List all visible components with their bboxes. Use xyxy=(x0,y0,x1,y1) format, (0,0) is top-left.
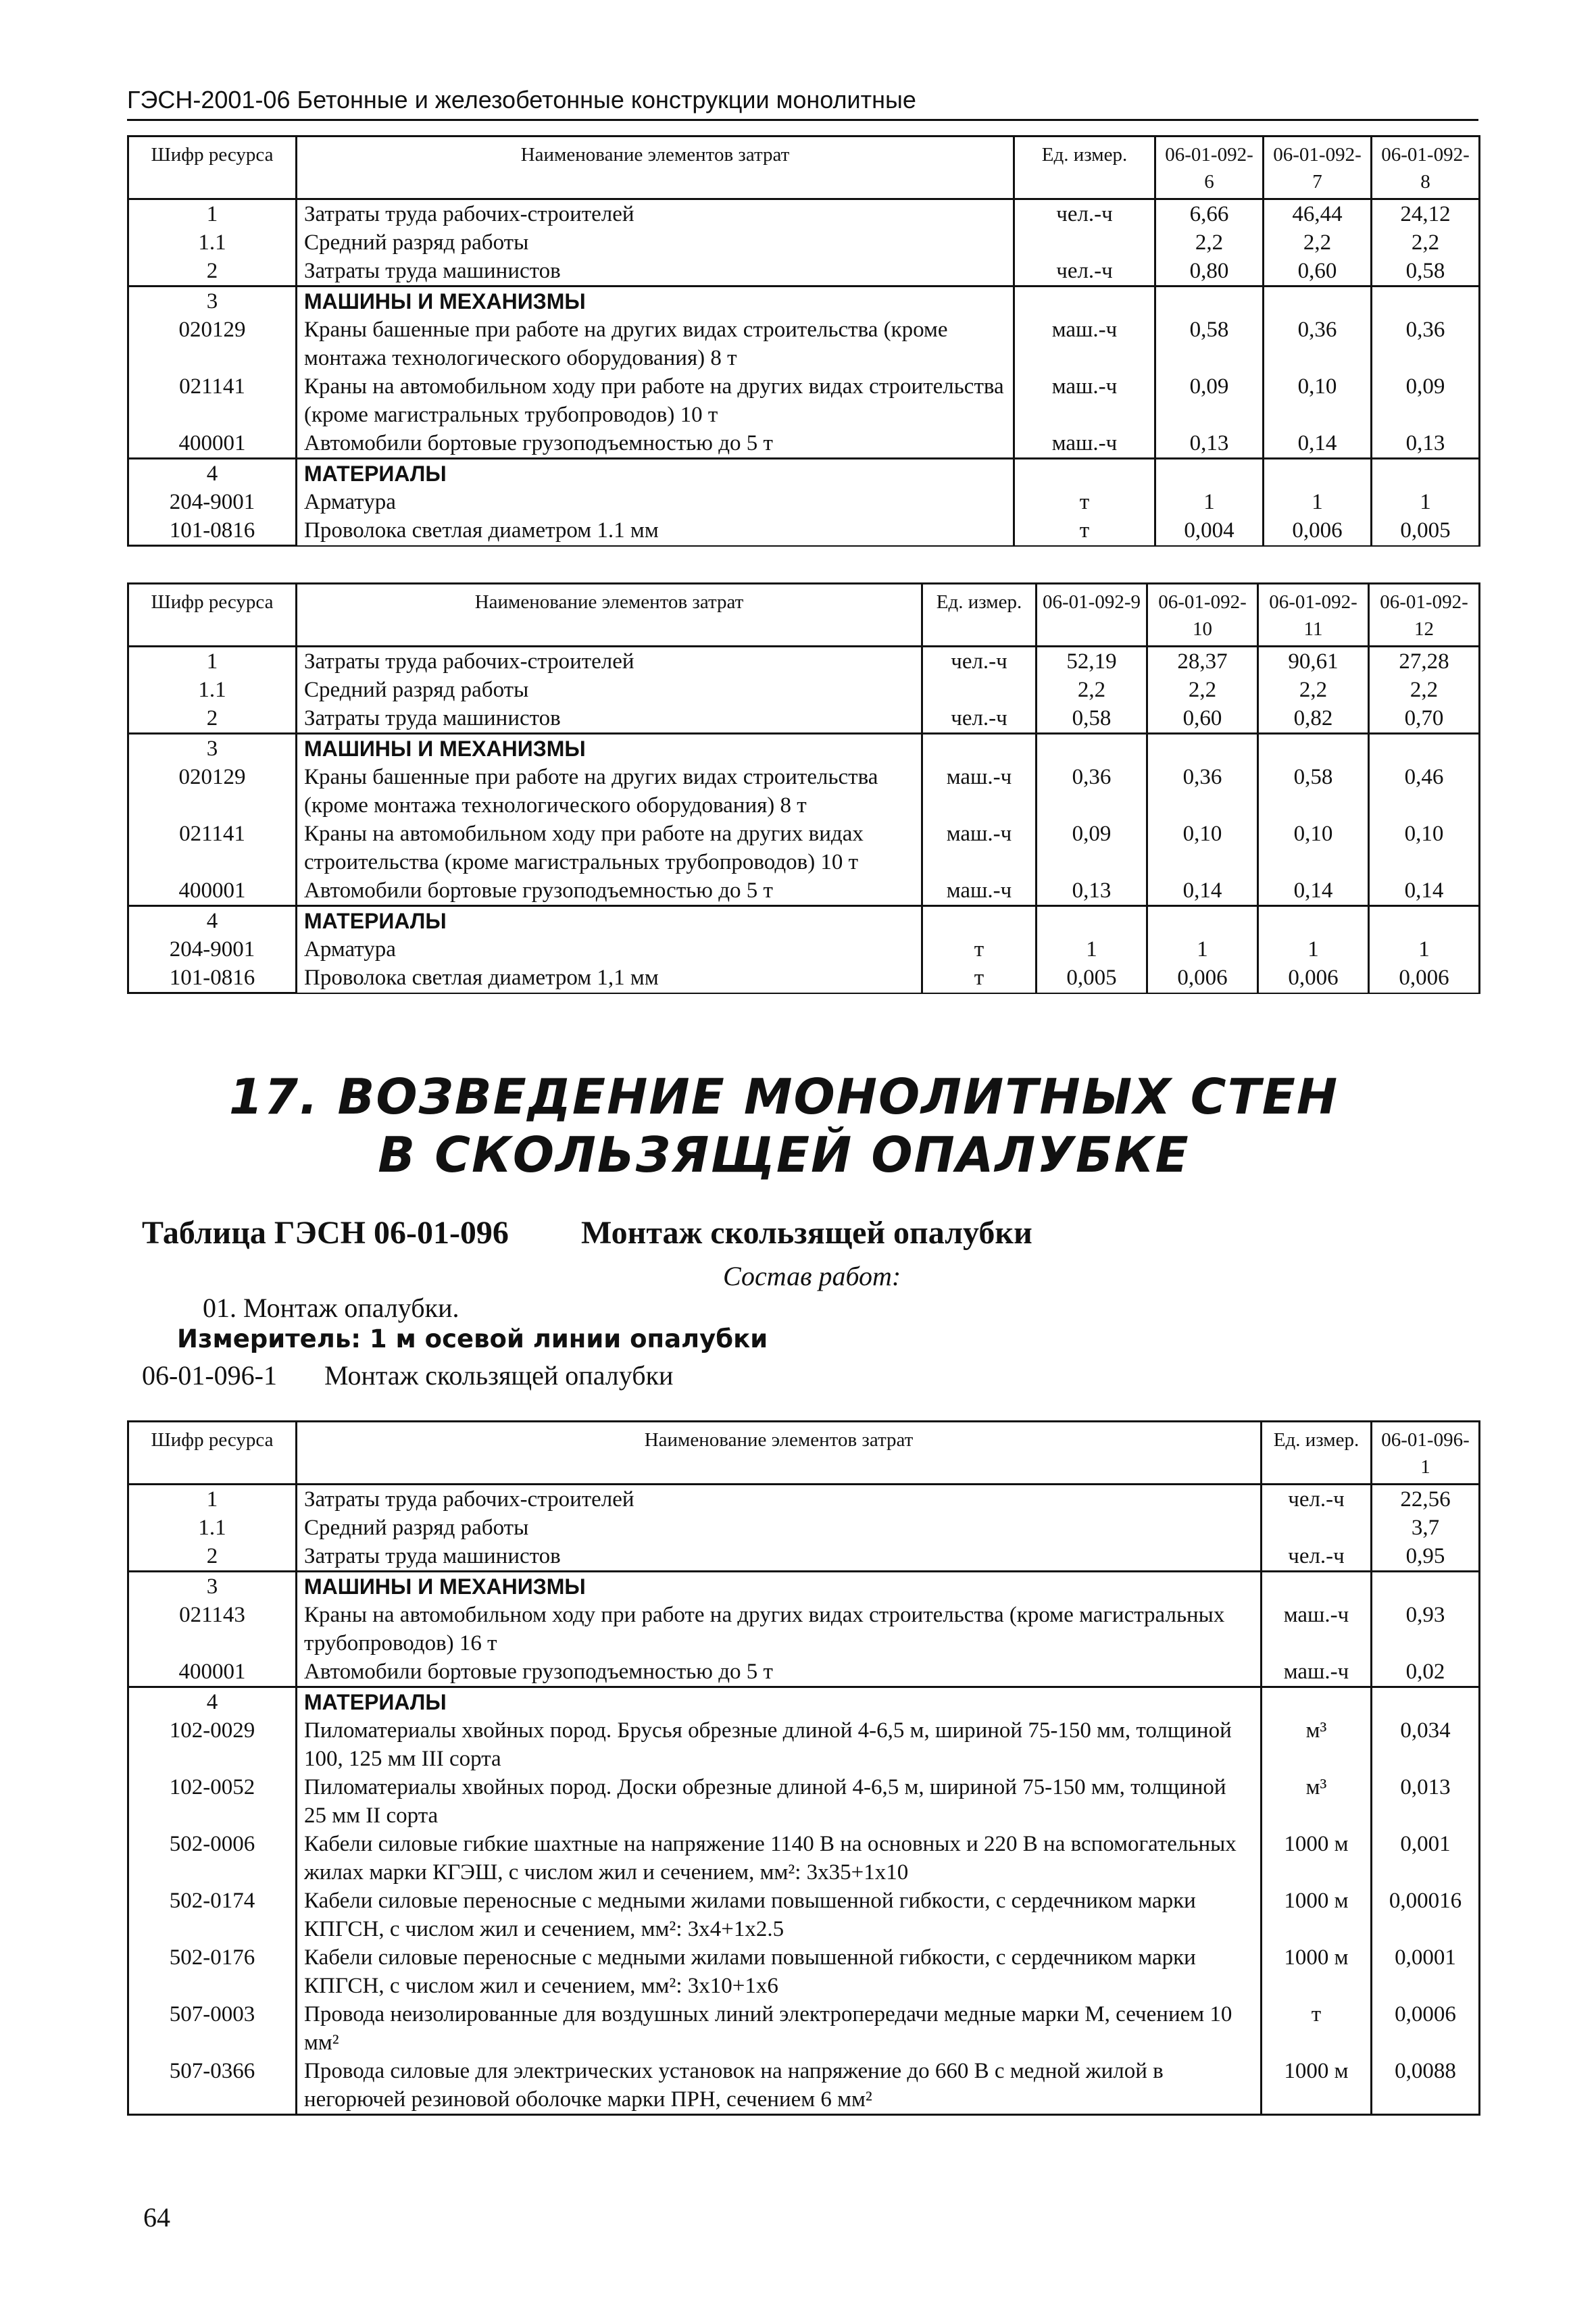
resource-unit xyxy=(1262,1572,1372,1601)
resource-value: 2,2 xyxy=(1264,228,1372,257)
resource-value: 0,58 xyxy=(1037,704,1147,734)
resource-value xyxy=(1372,287,1480,316)
resource-code: 021143 xyxy=(128,1601,297,1658)
resource-name: Пиломатериалы хвойных пород. Брусья обрезные длиной 4-6,5 м, шириной 75-150 мм, толщиной 100, 125 мм III сорта xyxy=(297,1716,1262,1773)
table-row xyxy=(128,316,1480,372)
resource-value xyxy=(1372,1572,1480,1601)
resource-table-092-6-8 xyxy=(127,135,1480,547)
resource-unit xyxy=(1014,228,1155,257)
table-row xyxy=(128,2000,1480,2057)
table-row xyxy=(128,1716,1480,1773)
resource-table-096-1 xyxy=(127,1420,1480,2116)
works-heading: Состав работ: xyxy=(723,1261,901,1291)
resource-value: 0,13 xyxy=(1372,429,1480,459)
resource-value xyxy=(1258,906,1369,936)
col-header-code: Шифр ресурса xyxy=(128,1422,297,1485)
resource-name: Средний разряд работы xyxy=(297,228,1014,257)
resource-code: 502-0006 xyxy=(128,1830,297,1887)
resource-value: 1 xyxy=(1037,935,1147,964)
table-row xyxy=(128,228,1480,257)
table-row xyxy=(128,1658,1480,1687)
resource-name: Автомобили бортовые грузоподъемностью до 5 т xyxy=(297,876,922,906)
table-row xyxy=(128,2057,1480,2115)
resource-value: 1 xyxy=(1155,488,1264,516)
resource-name: МАТЕРИАЛЫ xyxy=(297,459,1014,489)
col-header-norm: 06-01-092-11 xyxy=(1258,584,1369,647)
resource-code: 507-0003 xyxy=(128,2000,297,2057)
table-row xyxy=(128,820,1480,876)
col-header-name: Наименование элементов затрат xyxy=(297,136,1014,199)
resource-value xyxy=(1372,459,1480,489)
resource-value: 0,02 xyxy=(1372,1658,1480,1687)
resource-value: 2,2 xyxy=(1369,676,1480,704)
resource-unit xyxy=(1262,1514,1372,1542)
resource-name: Проволока светлая диаметром 1,1 мм xyxy=(297,964,922,993)
table-row xyxy=(128,1514,1480,1542)
resource-unit: 1000 м xyxy=(1262,1830,1372,1887)
resource-unit: маш.-ч xyxy=(1262,1601,1372,1658)
resource-code: 102-0029 xyxy=(128,1716,297,1773)
table-row xyxy=(128,1687,1480,1717)
resource-code: 4 xyxy=(128,906,297,936)
resource-value: 0,006 xyxy=(1264,516,1372,546)
resource-name: МАШИНЫ И МЕХАНИЗМЫ xyxy=(297,287,1014,316)
resource-unit: м³ xyxy=(1262,1773,1372,1830)
resource-value: 1 xyxy=(1369,935,1480,964)
resource-value: 1 xyxy=(1372,488,1480,516)
table-row xyxy=(128,935,1480,964)
resource-value: 28,37 xyxy=(1147,647,1258,676)
table-row xyxy=(128,734,1480,764)
table-caption xyxy=(142,1213,1426,1253)
resource-code: 1 xyxy=(128,1485,297,1514)
resource-unit xyxy=(1262,1687,1372,1717)
resource-value: 0,14 xyxy=(1264,429,1372,459)
resource-value: 0,70 xyxy=(1369,704,1480,734)
table-row xyxy=(128,763,1480,820)
resource-code: 204-9001 xyxy=(128,935,297,964)
table-row xyxy=(128,287,1480,316)
resource-unit: маш.-ч xyxy=(922,820,1037,876)
resource-value xyxy=(1264,287,1372,316)
resource-name: Кабели силовые гибкие шахтные на напряжение 1140 В на основных и 220 В на вспомогательных жилах марки КГЭШ, с числом жил и сечением, мм²: 3х35+1х10 xyxy=(297,1830,1262,1887)
resource-code: 2 xyxy=(128,257,297,287)
resource-value: 0,00016 xyxy=(1372,1887,1480,1943)
table-caption-id: Таблица ГЭСН 06-01-096 xyxy=(142,1215,509,1251)
col-header-norm: 06-01-092-10 xyxy=(1147,584,1258,647)
resource-value xyxy=(1147,906,1258,936)
resource-unit: маш.-ч xyxy=(922,876,1037,906)
resource-value: 0,95 xyxy=(1372,1542,1480,1572)
resource-value: 0,46 xyxy=(1369,763,1480,820)
resource-value: 1 xyxy=(1258,935,1369,964)
norm-name: Монтаж скользящей опалубки xyxy=(324,1360,674,1391)
resource-unit: т xyxy=(922,964,1037,993)
resource-name: Краны на автомобильном ходу при работе на других видах строительства (кроме магистральных трубопроводов) 10 т xyxy=(297,820,922,876)
table-row xyxy=(128,1542,1480,1572)
resource-value xyxy=(1264,459,1372,489)
resource-name: Пиломатериалы хвойных пород. Доски обрезные длиной 4-6,5 м, шириной 75-150 мм, толщиной 25 мм II сорта xyxy=(297,1773,1262,1830)
resource-name: Затраты труда машинистов xyxy=(297,1542,1262,1572)
resource-code: 2 xyxy=(128,704,297,734)
resource-value xyxy=(1037,906,1147,936)
resource-value xyxy=(1155,459,1264,489)
resource-value: 0,93 xyxy=(1372,1601,1480,1658)
col-header-unit: Ед. измер. xyxy=(1262,1422,1372,1485)
meter-line: Измеритель: 1 м осевой линии опалубки xyxy=(177,1324,768,1353)
resource-name: Затраты труда машинистов xyxy=(297,704,922,734)
resource-code: 1.1 xyxy=(128,1514,297,1542)
resource-name: Затраты труда машинистов xyxy=(297,257,1014,287)
resource-value: 0,10 xyxy=(1369,820,1480,876)
resource-code: 502-0174 xyxy=(128,1887,297,1943)
resource-name: Краны на автомобильном ходу при работе на других видах строительства (кроме магистральных трубопроводов) 10 т xyxy=(297,372,1014,429)
col-header-code: Шифр ресурса xyxy=(128,136,297,199)
resource-code: 400001 xyxy=(128,876,297,906)
resource-unit: м³ xyxy=(1262,1716,1372,1773)
col-header-unit: Ед. измер. xyxy=(922,584,1037,647)
resource-code: 102-0052 xyxy=(128,1773,297,1830)
resource-value: 1 xyxy=(1147,935,1258,964)
table-row xyxy=(128,516,1480,546)
table-row xyxy=(128,906,1480,936)
resource-value: 0,13 xyxy=(1155,429,1264,459)
resource-value: 2,2 xyxy=(1037,676,1147,704)
page-number: 64 xyxy=(143,2202,170,2233)
col-header-name: Наименование элементов затрат xyxy=(297,1422,1262,1485)
table-caption-name: Монтаж скользящей опалубки xyxy=(581,1215,1032,1251)
resource-code: 021141 xyxy=(128,372,297,429)
table-row xyxy=(128,199,1480,229)
resource-unit: чел.-ч xyxy=(1262,1485,1372,1514)
resource-value: 0,10 xyxy=(1147,820,1258,876)
section-title-line1: 17. ВОЗВЕДЕНИЕ МОНОЛИТНЫХ СТЕН xyxy=(228,1068,1339,1125)
resource-value: 6,66 xyxy=(1155,199,1264,229)
resource-unit: т xyxy=(1014,488,1155,516)
resource-value: 90,61 xyxy=(1258,647,1369,676)
resource-value: 2,2 xyxy=(1147,676,1258,704)
resource-value: 22,56 xyxy=(1372,1485,1480,1514)
resource-value xyxy=(1155,287,1264,316)
table-row xyxy=(128,257,1480,287)
resource-value: 0,09 xyxy=(1372,372,1480,429)
table-row xyxy=(128,1773,1480,1830)
resource-code: 101-0816 xyxy=(128,964,297,993)
resource-name: Затраты труда рабочих-строителей xyxy=(297,199,1014,229)
resource-value: 3,7 xyxy=(1372,1514,1480,1542)
resource-unit: маш.-ч xyxy=(922,763,1037,820)
resource-unit xyxy=(922,734,1037,764)
resource-value: 0,09 xyxy=(1037,820,1147,876)
resource-name: Провода силовые для электрических установок на напряжение до 660 В с медной жилой в негорючей резиновой оболочке марки ПРН, сечением 6 мм² xyxy=(297,2057,1262,2115)
table-row xyxy=(128,459,1480,489)
resource-unit xyxy=(1014,287,1155,316)
works-item: 01. Монтаж опалубки. xyxy=(203,1293,459,1323)
resource-value: 0,0088 xyxy=(1372,2057,1480,2115)
resource-value: 46,44 xyxy=(1264,199,1372,229)
resource-code: 1 xyxy=(128,199,297,229)
resource-value: 0,36 xyxy=(1147,763,1258,820)
table-row xyxy=(128,964,1480,993)
resource-code: 3 xyxy=(128,734,297,764)
resource-name: Краны на автомобильном ходу при работе на других видах строительства (кроме магистральных трубопроводов) 16 т xyxy=(297,1601,1262,1658)
resource-unit xyxy=(922,676,1037,704)
resource-code: 020129 xyxy=(128,316,297,372)
resource-unit xyxy=(922,906,1037,936)
resource-value: 0,58 xyxy=(1155,316,1264,372)
resource-code: 4 xyxy=(128,459,297,489)
resource-code: 400001 xyxy=(128,1658,297,1687)
resource-code: 4 xyxy=(128,1687,297,1717)
resource-value: 1 xyxy=(1264,488,1372,516)
resource-unit: т xyxy=(1014,516,1155,546)
resource-unit: чел.-ч xyxy=(922,647,1037,676)
norm-code: 06-01-096-1 xyxy=(142,1360,277,1391)
resource-value: 0,10 xyxy=(1264,372,1372,429)
resource-value: 0,005 xyxy=(1037,964,1147,993)
resource-value: 0,10 xyxy=(1258,820,1369,876)
resource-value xyxy=(1258,734,1369,764)
resource-value: 0,14 xyxy=(1147,876,1258,906)
resource-unit: чел.-ч xyxy=(1014,257,1155,287)
resource-name: Арматура xyxy=(297,488,1014,516)
resource-value: 0,14 xyxy=(1369,876,1480,906)
resource-code: 1.1 xyxy=(128,228,297,257)
resource-unit: 1000 м xyxy=(1262,1943,1372,2000)
resource-value: 2,2 xyxy=(1155,228,1264,257)
resource-value: 52,19 xyxy=(1037,647,1147,676)
resource-value: 0,0001 xyxy=(1372,1943,1480,2000)
resource-unit: т xyxy=(922,935,1037,964)
resource-name: МАШИНЫ И МЕХАНИЗМЫ xyxy=(297,1572,1262,1601)
resource-name: Кабели силовые переносные с медными жилами повышенной гибкости, с сердечником марки КПГСН, с числом жил и сечением, мм²: 3х4+1х2.5 xyxy=(297,1887,1262,1943)
resource-value: 0,58 xyxy=(1258,763,1369,820)
resource-unit: маш.-ч xyxy=(1014,316,1155,372)
resource-value xyxy=(1037,734,1147,764)
col-header-norm: 06-01-092-8 xyxy=(1372,136,1480,199)
section-title-line2: В СКОЛЬЗЯЩЕЙ ОПАЛУБКЕ xyxy=(378,1126,1190,1183)
resource-code: 400001 xyxy=(128,429,297,459)
resource-value: 0,36 xyxy=(1372,316,1480,372)
col-header-name: Наименование элементов затрат xyxy=(297,584,922,647)
table-row xyxy=(128,1943,1480,2000)
resource-code: 3 xyxy=(128,287,297,316)
col-header-norm: 06-01-092-12 xyxy=(1369,584,1480,647)
table-row xyxy=(128,704,1480,734)
resource-value: 24,12 xyxy=(1372,199,1480,229)
resource-name: МАТЕРИАЛЫ xyxy=(297,1687,1262,1717)
table-row xyxy=(128,647,1480,676)
resource-value: 0,004 xyxy=(1155,516,1264,546)
table-row xyxy=(128,1601,1480,1658)
resource-value: 0,0006 xyxy=(1372,2000,1480,2057)
resource-name: Средний разряд работы xyxy=(297,1514,1262,1542)
resource-code: 1 xyxy=(128,647,297,676)
resource-unit: 1000 м xyxy=(1262,2057,1372,2115)
resource-value: 0,80 xyxy=(1155,257,1264,287)
table-row xyxy=(128,876,1480,906)
resource-name: Арматура xyxy=(297,935,922,964)
resource-value: 0,13 xyxy=(1037,876,1147,906)
resource-code: 021141 xyxy=(128,820,297,876)
resource-code: 204-9001 xyxy=(128,488,297,516)
resource-name: Провода неизолированные для воздушных линий электропередачи медные марки М, сечением 10 мм² xyxy=(297,2000,1262,2057)
resource-name: Проволока светлая диаметром 1.1 мм xyxy=(297,516,1014,546)
resource-name: Краны башенные при работе на других видах строительства (кроме монтажа технологического оборудования) 8 т xyxy=(297,763,922,820)
resource-value: 0,60 xyxy=(1147,704,1258,734)
resource-unit: 1000 м xyxy=(1262,1887,1372,1943)
resource-table-092-9-12 xyxy=(127,582,1480,994)
table-row xyxy=(128,1572,1480,1601)
resource-value: 0,82 xyxy=(1258,704,1369,734)
resource-value: 0,001 xyxy=(1372,1830,1480,1887)
col-header-norm: 06-01-092-7 xyxy=(1264,136,1372,199)
resource-name: МАТЕРИАЛЫ xyxy=(297,906,922,936)
resource-value: 0,36 xyxy=(1037,763,1147,820)
resource-name: Затраты труда рабочих-строителей xyxy=(297,1485,1262,1514)
table-row xyxy=(128,488,1480,516)
resource-code: 1.1 xyxy=(128,676,297,704)
resource-value xyxy=(1369,906,1480,936)
resource-unit: чел.-ч xyxy=(1014,199,1155,229)
resource-unit: т xyxy=(1262,2000,1372,2057)
resource-name: МАШИНЫ И МЕХАНИЗМЫ xyxy=(297,734,922,764)
resource-code: 020129 xyxy=(128,763,297,820)
resource-name: Затраты труда рабочих-строителей xyxy=(297,647,922,676)
resource-value: 0,005 xyxy=(1372,516,1480,546)
resource-name: Автомобили бортовые грузоподъемностью до 5 т xyxy=(297,1658,1262,1687)
resource-value: 0,013 xyxy=(1372,1773,1480,1830)
norm-line xyxy=(142,1360,673,1391)
resource-value: 0,006 xyxy=(1147,964,1258,993)
col-header-norm: 06-01-092-9 xyxy=(1037,584,1147,647)
resource-value: 0,034 xyxy=(1372,1716,1480,1773)
table-row xyxy=(128,1887,1480,1943)
table-row xyxy=(128,1485,1480,1514)
resource-unit xyxy=(1014,459,1155,489)
resource-code: 2 xyxy=(128,1542,297,1572)
resource-code: 502-0176 xyxy=(128,1943,297,2000)
resource-name: Автомобили бортовые грузоподъемностью до 5 т xyxy=(297,429,1014,459)
resource-value xyxy=(1372,1687,1480,1717)
col-header-norm: 06-01-092-6 xyxy=(1155,136,1264,199)
resource-value: 0,60 xyxy=(1264,257,1372,287)
resource-value xyxy=(1147,734,1258,764)
resource-name: Кабели силовые переносные с медными жилами повышенной гибкости, с сердечником марки КПГСН, с числом жил и сечением, мм²: 3х10+1х6 xyxy=(297,1943,1262,2000)
resource-code: 3 xyxy=(128,1572,297,1601)
resource-value: 0,58 xyxy=(1372,257,1480,287)
resource-value: 0,006 xyxy=(1258,964,1369,993)
table-row xyxy=(128,429,1480,459)
resource-code: 101-0816 xyxy=(128,516,297,546)
resource-name: Средний разряд работы xyxy=(297,676,922,704)
table-row xyxy=(128,372,1480,429)
resource-value: 2,2 xyxy=(1372,228,1480,257)
resource-unit: маш.-ч xyxy=(1262,1658,1372,1687)
col-header-unit: Ед. измер. xyxy=(1014,136,1155,199)
resource-value: 0,006 xyxy=(1369,964,1480,993)
section-title xyxy=(203,1068,1365,1184)
resource-unit: чел.-ч xyxy=(922,704,1037,734)
resource-unit: чел.-ч xyxy=(1262,1542,1372,1572)
running-header: ГЭСН-2001-06 Бетонные и железобетонные конструкции монолитные xyxy=(127,85,1478,121)
resource-value: 0,14 xyxy=(1258,876,1369,906)
col-header-norm: 06-01-096-1 xyxy=(1372,1422,1480,1485)
table-row xyxy=(128,1830,1480,1887)
resource-value: 0,09 xyxy=(1155,372,1264,429)
resource-name: Краны башенные при работе на других видах строительства (кроме монтажа технологического оборудования) 8 т xyxy=(297,316,1014,372)
resource-value xyxy=(1369,734,1480,764)
resource-unit: маш.-ч xyxy=(1014,429,1155,459)
resource-code: 507-0366 xyxy=(128,2057,297,2115)
resource-value: 0,36 xyxy=(1264,316,1372,372)
resource-value: 27,28 xyxy=(1369,647,1480,676)
table-row xyxy=(128,676,1480,704)
col-header-code: Шифр ресурса xyxy=(128,584,297,647)
resource-value: 2,2 xyxy=(1258,676,1369,704)
resource-unit: маш.-ч xyxy=(1014,372,1155,429)
